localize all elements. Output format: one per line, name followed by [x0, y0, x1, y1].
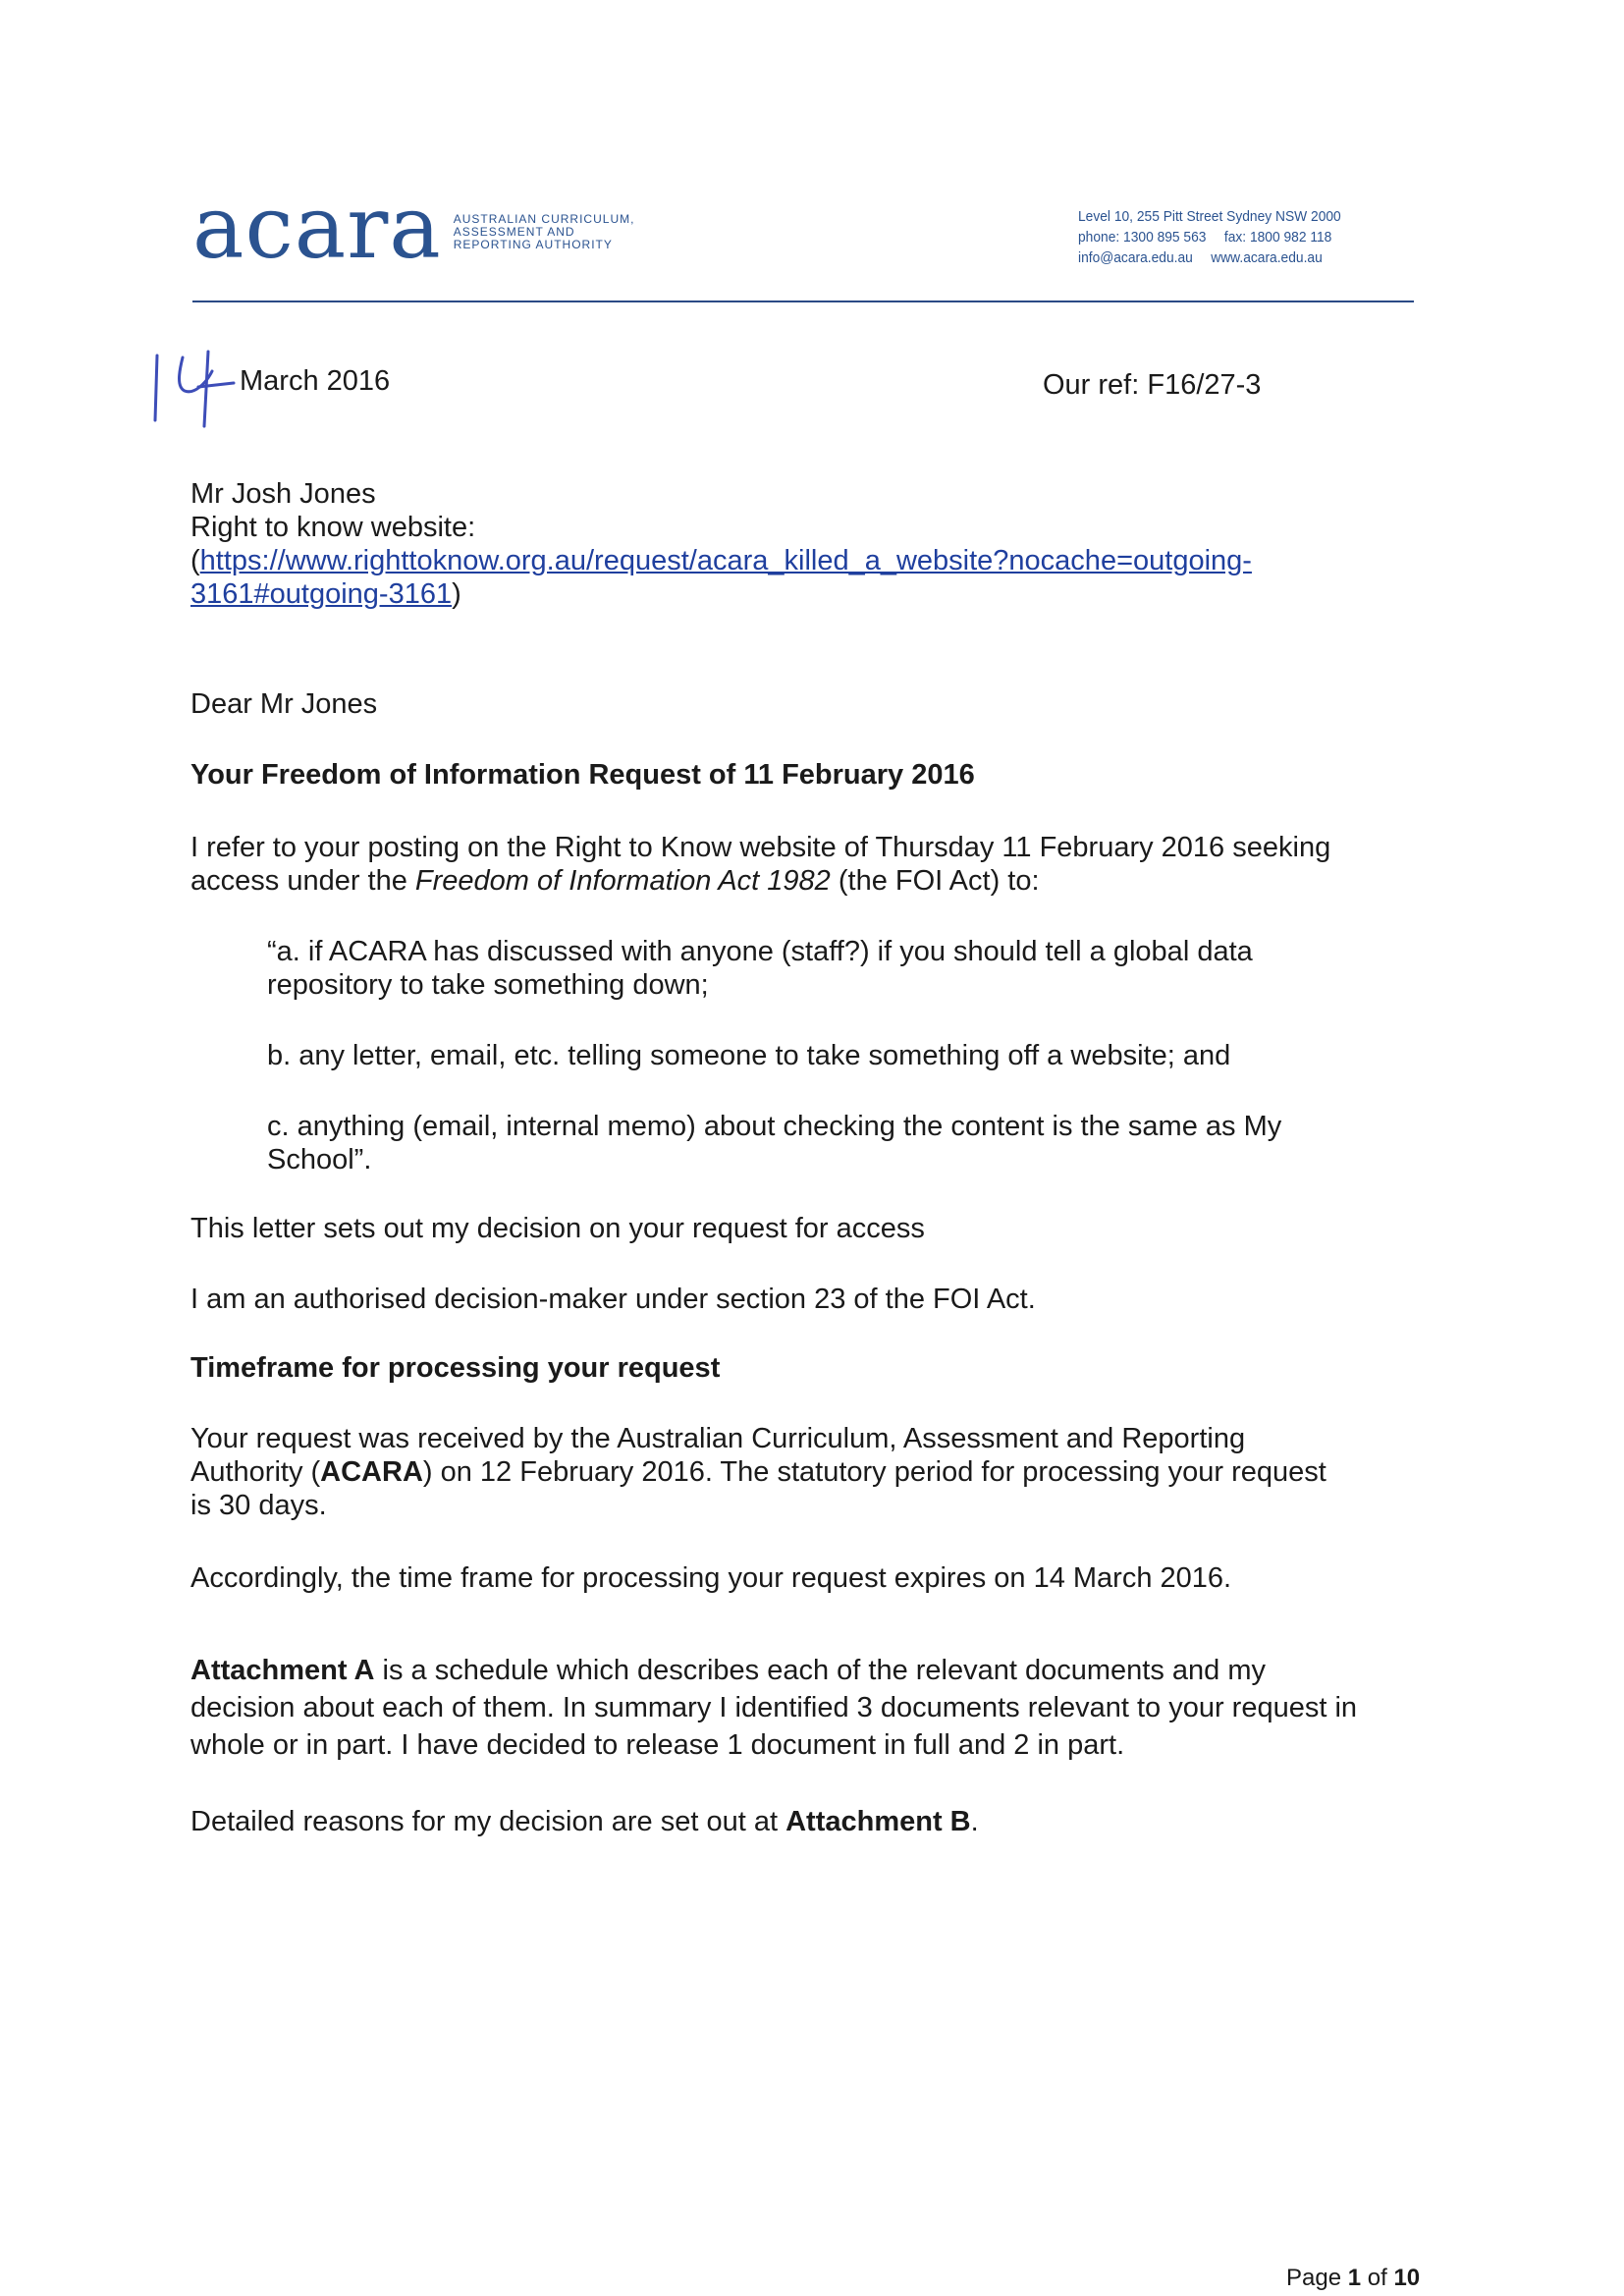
- acara-logo: [192, 177, 635, 278]
- timeframe-line-3: is 30 days.: [190, 1490, 327, 1521]
- expiry-paragraph: Accordingly, the time frame for processing your request expires on 14 March 2016.: [190, 1562, 1232, 1594]
- contact-web: [1078, 247, 1341, 268]
- attachment-a-label: Attachment A: [190, 1655, 375, 1686]
- contact-email[interactable]: info@acara.edu.au: [1078, 249, 1193, 266]
- letter-date: March 2016: [240, 365, 391, 397]
- logo-tagline: [454, 213, 635, 251]
- decision-intro: This letter sets out my decision on your request for access: [190, 1213, 925, 1244]
- letterhead-contact: [1078, 206, 1341, 268]
- timeframe-line-2: [190, 1455, 1428, 1489]
- logo-wordmark: acara: [192, 177, 442, 278]
- page-total: 10: [1393, 2265, 1421, 2291]
- attachment-b-paragraph: [190, 1805, 1428, 1838]
- attachment-b-label: Attachment B: [785, 1806, 971, 1837]
- attachment-a-line-3: whole or in part. I have decided to release 1 document in full and 2 in part.: [190, 1729, 1125, 1761]
- timeframe-line-1: Your request was received by the Australian Curriculum, Assessment and Reporting: [190, 1423, 1246, 1454]
- salutation: Dear Mr Jones: [190, 688, 378, 720]
- attachment-b-end: .: [970, 1806, 979, 1837]
- contact-phone: phone: 1300 895 563: [1078, 229, 1207, 246]
- of-word: of: [1361, 2265, 1394, 2291]
- logo-line-2: ASSESSMENT AND: [453, 224, 575, 239]
- subject-heading: Your Freedom of Information Request of 11 February 2016: [190, 759, 975, 791]
- item-c-line-2: School”.: [267, 1144, 372, 1175]
- intro-line-2: [190, 864, 1428, 898]
- intro-line-2-start: access under the: [190, 865, 415, 897]
- attachment-a-paragraph: [190, 1652, 1428, 1764]
- authorised-statement: I am an authorised decision-maker under section 23 of the FOI Act.: [190, 1284, 1036, 1315]
- page-current: 1: [1347, 2265, 1362, 2291]
- open-paren: (: [190, 545, 200, 576]
- request-item-b: b. any letter, email, etc. telling someone to take something off a website; and: [267, 1040, 1231, 1071]
- acara-acronym: ACARA: [320, 1456, 423, 1488]
- act-name: Freedom of Information Act 1982: [414, 865, 831, 897]
- request-item-c: [267, 1110, 1357, 1176]
- logo-line-1: AUSTRALIAN CURRICULUM,: [453, 211, 635, 226]
- attachment-a-line-1-rest: is a schedule which describes each of the relevant documents and my: [374, 1655, 1267, 1686]
- attachment-a-line-2: decision about each of them. In summary I identified 3 documents relevant to your request in: [190, 1692, 1358, 1723]
- close-paren: ): [452, 578, 461, 610]
- recipient-name: Mr Josh Jones: [190, 478, 376, 510]
- request-item-a: [267, 935, 1357, 1002]
- recipient-block: [190, 477, 1252, 611]
- timeframe-heading: Timeframe for processing your request: [190, 1352, 721, 1384]
- intro-line-2-end: (the FOI Act) to:: [830, 865, 1040, 897]
- intro-line-1: I refer to your posting on the Right to Know website of Thursday 11 February 2016 seeking: [190, 832, 1331, 863]
- attachment-b-start: Detailed reasons for my decision are set out at: [190, 1806, 786, 1837]
- logo-line-3: REPORTING AUTHORITY: [453, 237, 613, 251]
- request-link[interactable]: https://www.righttoknow.org.au/request/acara_killed_a_website?nocache=outgoing-: [199, 545, 1252, 576]
- recipient-link-line-1: [190, 544, 1252, 577]
- timeframe-paragraph: [190, 1422, 1428, 1522]
- contact-fax: fax: 1800 982 118: [1223, 229, 1332, 246]
- handwritten-date-day: [147, 344, 236, 432]
- item-a-line-2: repository to take something down;: [267, 969, 709, 1001]
- contact-phone-fax: [1078, 227, 1341, 247]
- intro-paragraph: [190, 831, 1428, 898]
- timeframe-line-2-end: ) on 12 February 2016. The statutory period for processing your request: [422, 1456, 1326, 1488]
- letterhead-divider: [192, 301, 1414, 302]
- page-number: [1286, 2265, 1420, 2292]
- timeframe-line-2-start: Authority (: [190, 1456, 321, 1488]
- page-word: Page: [1286, 2265, 1348, 2291]
- recipient-line-2: Right to know website:: [190, 512, 476, 543]
- contact-address: Level 10, 255 Pitt Street Sydney NSW 2000: [1078, 208, 1341, 225]
- our-reference: Our ref: F16/27-3: [1043, 369, 1262, 401]
- item-c-line-1: c. anything (email, internal memo) about checking the content is the same as My: [267, 1111, 1282, 1142]
- contact-website[interactable]: www.acara.edu.au: [1211, 249, 1323, 266]
- attachment-a-line-1: [190, 1652, 1428, 1689]
- request-link-continued[interactable]: 3161#outgoing-3161: [190, 578, 453, 610]
- recipient-link-line-2: [190, 577, 1252, 611]
- item-a-line-1: “a. if ACARA has discussed with anyone (staff?) if you should tell a global data: [267, 936, 1253, 967]
